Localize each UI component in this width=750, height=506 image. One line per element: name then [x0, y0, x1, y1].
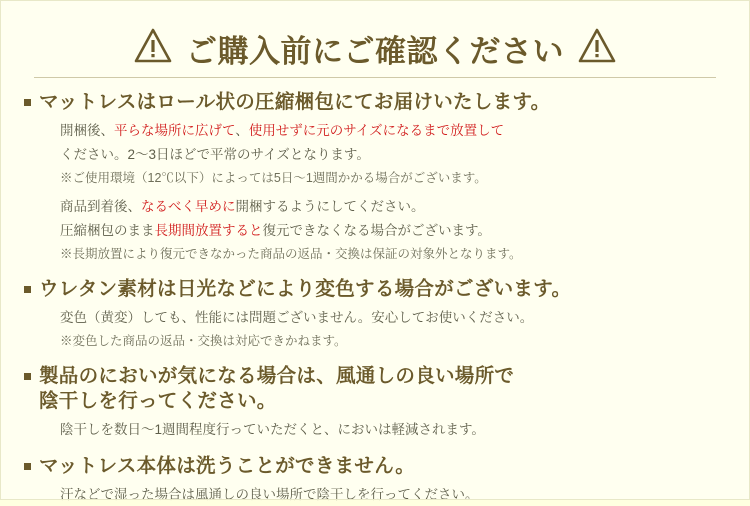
section-heading: [24, 454, 726, 479]
section-body: [60, 120, 726, 264]
notice-section: [24, 277, 726, 351]
section-heading-text: マットレスはロール状の圧縮梱包にてお届けいたします。: [39, 91, 551, 113]
section-paragraph: [60, 168, 726, 188]
plain-text: 変色（黄変）しても、性能には問題ございません。安心してお使いください。: [60, 309, 534, 325]
notice-section: [24, 454, 726, 506]
section-paragraph: [60, 244, 726, 264]
section-paragraph: [60, 484, 726, 506]
section-body: [60, 307, 726, 351]
header-divider: [34, 77, 716, 78]
section-heading: [24, 364, 726, 414]
section-heading: [24, 277, 726, 302]
plain-text: 、: [235, 122, 249, 138]
plain-text: 圧縮梱包のまま: [60, 222, 155, 238]
plain-text: するようにしてください。: [262, 198, 425, 214]
plain-text: 陰干しを数日～1週間程度行っていただくと、においは軽減されます。: [60, 421, 485, 437]
section-heading: [24, 90, 726, 115]
notice-section: [24, 90, 726, 264]
highlighted-text: 使用せずに元のサイズになるまで放置して: [248, 122, 505, 138]
section-paragraph: [60, 331, 726, 351]
section-heading-text: マットレス本体は洗うことができません。: [39, 454, 416, 477]
plain-text: 開梱後、: [60, 122, 114, 138]
section-heading-text: ウレタン素材は日光などにより変色する場合がございます。: [39, 277, 572, 300]
highlighted-text: 平らな場所に広げて: [114, 122, 236, 138]
plain-text: 復元できなくなる: [262, 222, 371, 238]
notice-sections: [24, 90, 726, 506]
section-body: [60, 484, 726, 506]
plain-text: ※ご使用環境（12℃以下）によっては5日～1週間かかる場合がございます。: [60, 170, 487, 185]
section-paragraph: [60, 196, 726, 218]
section-heading-text: 製品のにおいが気になる場合は、風通しの良い場所で 陰干しを行ってください。: [39, 364, 515, 412]
bullet-icon: [24, 99, 31, 106]
page-title: ご購入前にご確認ください: [186, 34, 564, 69]
warning-triangle-icon: [578, 28, 616, 69]
bullet-icon: [24, 286, 31, 293]
section-paragraph: [60, 120, 726, 142]
plain-text: 汗などで湿った場合は風通しの良い場所で陰干しを行ってください。: [60, 486, 479, 502]
plain-text: ください。2～3日ほどで平常のサイズとなります。: [60, 146, 370, 162]
highlighted-text: なるべく早めに: [141, 198, 236, 214]
plain-text: 開梱: [235, 198, 263, 214]
plain-text: ※変色した商品の返品・交換は対応できかねます。: [60, 333, 347, 348]
warning-triangle-icon: [134, 28, 172, 69]
section-paragraph: [60, 307, 726, 329]
notice-section: [24, 364, 726, 441]
section-paragraph: [60, 220, 726, 242]
page-header: [24, 26, 726, 71]
section-body: [60, 419, 726, 441]
section-paragraph: [60, 144, 726, 166]
bullet-icon: [24, 463, 31, 470]
highlighted-text: 長期間放置すると: [154, 222, 263, 238]
plain-text: 場合がございます。: [370, 222, 491, 238]
bullet-icon: [24, 373, 31, 380]
plain-text: ※長期放置により復元できなかった商品の返品・交換は保証の対象外となります。: [60, 246, 522, 261]
plain-text: 商品到着後、: [60, 198, 141, 214]
section-paragraph: [60, 419, 726, 441]
